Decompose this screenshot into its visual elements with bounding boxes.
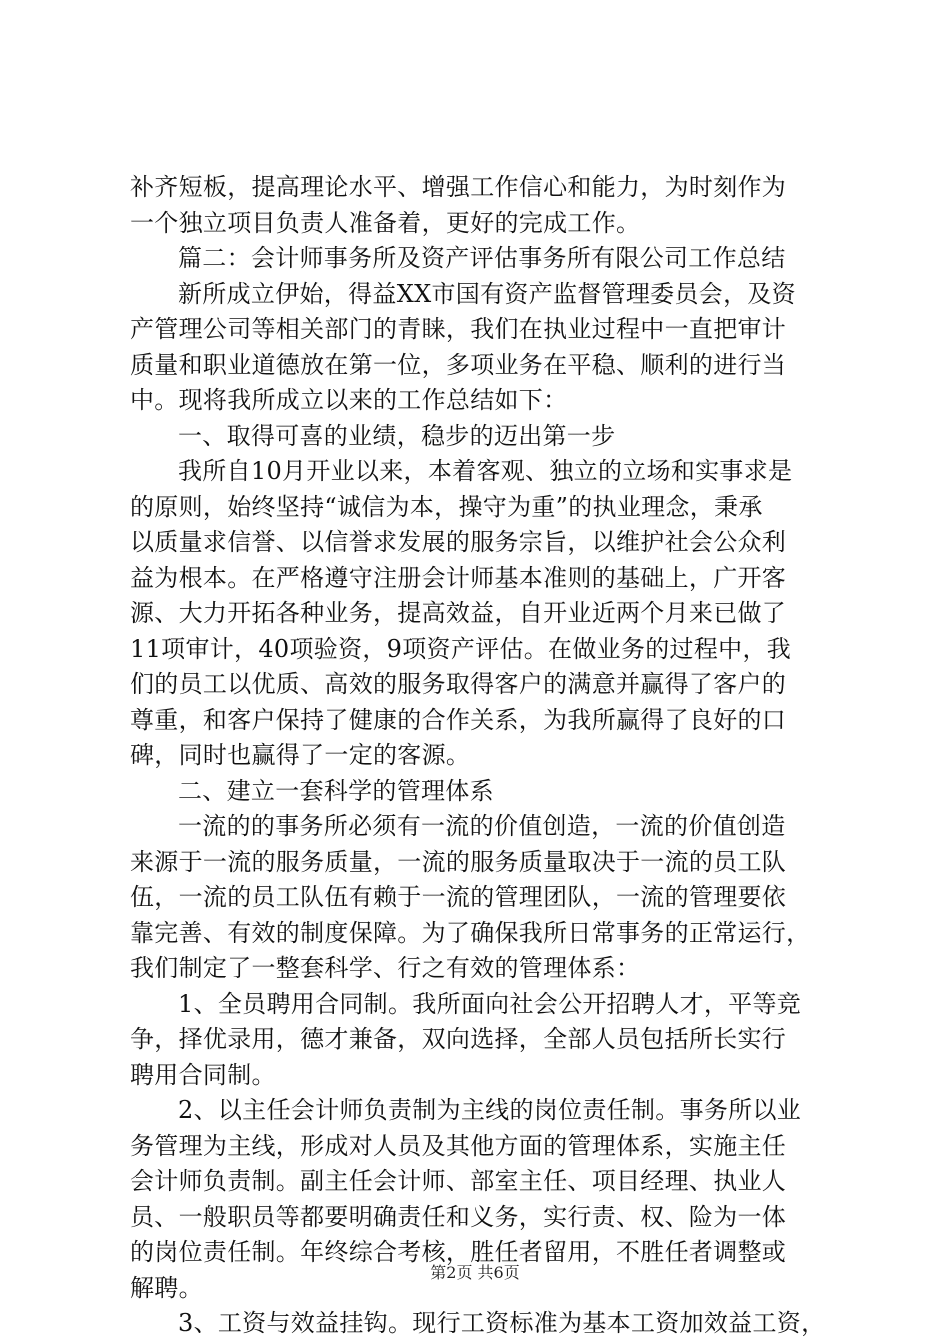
list-item: 3、工资与效益挂钩。现行工资标准为基本工资加效益工资，	[178, 1309, 826, 1337]
page-number-footer: 第2页 共6页	[430, 1263, 520, 1282]
text-line: 的原则，始终坚持“诚信为本，操守为重”的执业理念，秉承	[130, 492, 763, 521]
text-line: 员、一般职员等都要明确责任和义务，实行责、权、险为一体	[130, 1202, 787, 1231]
text-line: 的岗位责任制。年终综合考核，胜任者留用，不胜任者调整或	[130, 1238, 787, 1266]
section-heading: 一、取得可喜的业绩，稳步的迈出第一步	[178, 421, 616, 450]
text-line: 碑，同时也赢得了一定的客源。	[130, 741, 471, 769]
text-line: 中。现将我所成立以来的工作总结如下：	[130, 386, 568, 414]
text-line: 务管理为主线，形成对人员及其他方面的管理体系，实施主任	[130, 1131, 787, 1160]
document-body	[130, 170, 835, 1342]
text-line: 会计师负责制。副主任会计师、部室主任、项目经理、执业人	[130, 1167, 787, 1195]
text-line: 靠完善、有效的制度保障。为了确保我所日常事务的正常运行，	[130, 918, 811, 947]
text-line: 我们制定了一整套科学、行之有效的管理体系：	[130, 954, 641, 982]
section-heading: 二、建立一套科学的管理体系	[178, 776, 494, 805]
text-line: 尊重，和客户保持了健康的合作关系，为我所赢得了良好的口	[130, 705, 787, 734]
text-line: 益为根本。在严格遵守注册会计师基本准则的基础上，广开客	[130, 563, 787, 592]
text-line: 补齐短板，提高理论水平、增强工作信心和能力，为时刻作为	[130, 173, 787, 201]
text-line: 一个独立项目负责人准备着，更好的完成工作。	[130, 208, 641, 237]
text-line: 聘用合同制。	[130, 1060, 276, 1089]
text-line: 质量和职业道德放在第一位，多项业务在平稳、顺利的进行当	[130, 350, 787, 379]
text-line: 11项审计，40项验资，9项资产评估。在做业务的过程中，我	[130, 634, 792, 663]
text-line: 以质量求信誉、以信誉求发展的服务宗旨，以维护社会公众利	[130, 528, 787, 556]
section-heading: 篇二：会计师事务所及资产评估事务所有限公司工作总结	[178, 244, 786, 272]
list-item: 1、全员聘用合同制。我所面向社会公开招聘人才，平等竞	[178, 989, 802, 1018]
text-line: 产管理公司等相关部门的青睐，我们在执业过程中一直把审计	[130, 315, 787, 343]
list-item: 2、以主任会计师负责制为主线的岗位责任制。事务所以业	[178, 1096, 802, 1124]
text-line: 一流的的事务所必须有一流的价值创造，一流的价值创造	[178, 812, 786, 840]
text-line: 来源于一流的服务质量，一流的服务质量取决于一流的员工队	[130, 847, 787, 876]
text-line: 解聘。	[130, 1273, 203, 1302]
text-line: 新所成立伊始，得益XX市国有资产监督管理委员会，及资	[178, 279, 796, 308]
text-line: 争，择优录用，德才兼备，双向选择，全部人员包括所长实行	[130, 1025, 787, 1053]
text-line: 源、大力开拓各种业务，提高效益，自开业近两个月来已做了	[130, 599, 787, 627]
text-line: 我所自10月开业以来，本着客观、独立的立场和实事求是	[178, 457, 793, 485]
text-line: 们的员工以优质、高效的服务取得客户的满意并赢得了客户的	[130, 670, 787, 698]
text-line: 伍，一流的员工队伍有赖于一流的管理团队，一流的管理要依	[130, 883, 787, 911]
